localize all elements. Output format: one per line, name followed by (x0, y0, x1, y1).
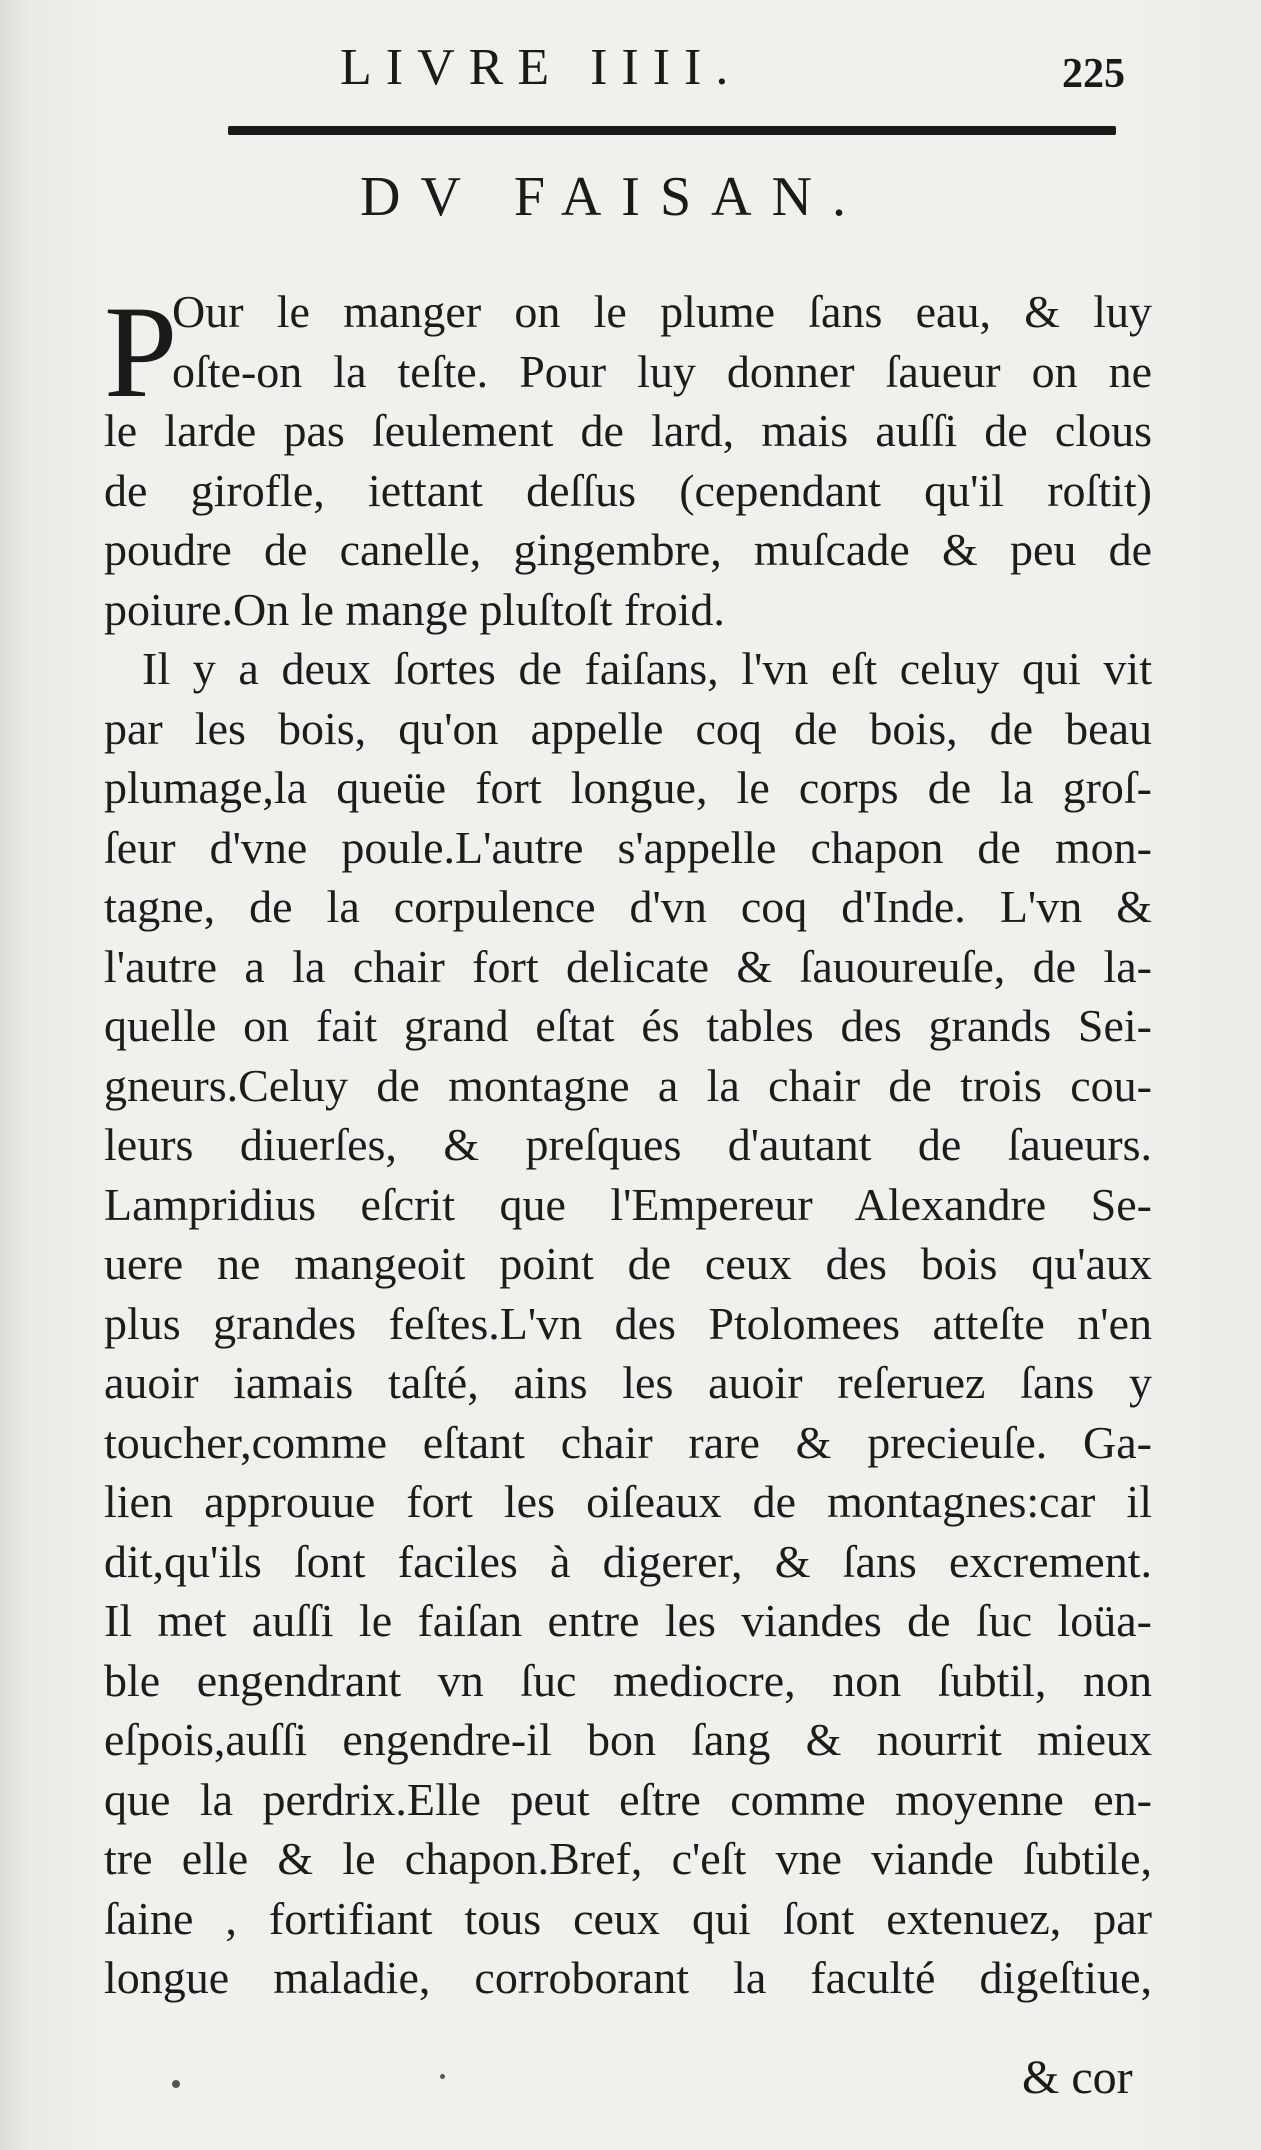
running-head: LIVRE IIII. (340, 39, 743, 96)
text-line: tre elle & le chapon.Bref, c'eſt vne viande ſubtile, (104, 1833, 1152, 1884)
text-line: quelle on fait grand eſtat és tables des grands Sei- (104, 1000, 1152, 1051)
drop-cap: P (104, 278, 178, 425)
text-line: lien approuue fort les oiſeaux de montagnes:car il (104, 1476, 1152, 1527)
text-line: de girofle, iettant deſſus (cependant qu'il roſtit) (104, 464, 1152, 516)
text-line: ble engendrant vn ſuc mediocre, non ſubtil, non (104, 1654, 1152, 1706)
text-line: ſaine , fortifiant tous ceux qui ſont extenuez, par (104, 1892, 1152, 1944)
text-line: Lampridius eſcrit que l'Empereur Alexandre Se- (104, 1178, 1152, 1230)
text-line: poiure.On le mange pluſtoſt froid. (104, 583, 725, 635)
body-text (104, 278, 1152, 2008)
text-line: gneurs.Celuy de montagne a la chair de trois cou- (104, 1059, 1152, 1111)
text-line: que la perdrix.Elle peut eſtre comme moyenne en- (104, 1773, 1152, 1825)
header-rule (228, 126, 1116, 135)
ink-speck (440, 2074, 445, 2079)
text-line: uere ne mangeoit point de ceux des bois qu'aux (104, 1238, 1152, 1289)
text-line: plumage,la queüe fort longue, le corps de la groſ- (104, 762, 1152, 813)
text-line: le larde pas ſeulement de lard, mais auſſi de clous (104, 405, 1152, 456)
text-line: ſeur d'vne poule.L'autre s'appelle chapon de mon- (104, 821, 1152, 873)
text-line: poudre de canelle, gingembre, muſcade & peu de (104, 524, 1152, 575)
text-line: leurs diuerſes, & preſques d'autant de ſaueurs. (104, 1119, 1152, 1170)
ink-speck (172, 2080, 180, 2088)
text-line: Our le manger on le plume ſans eau, & luy (172, 286, 1152, 337)
text-line: eſpois,auſſi engendre-il bon ſang & nourrit mieux (104, 1714, 1152, 1765)
page-number: 225 (1062, 51, 1125, 97)
section-title: DV FAISAN. (360, 166, 866, 228)
text-line: Il met auſſi le faiſan entre les viandes de ſuc loüa- (104, 1595, 1152, 1646)
text-line: plus grandes feſtes.L'vn des Ptolomees atteſte n'en (104, 1297, 1152, 1349)
text-line: Il y a deux ſortes de faiſans, l'vn eſt celuy qui vit (142, 643, 1152, 694)
text-line: par les bois, qu'on appelle coq de bois, de beau (104, 702, 1152, 754)
text-line: auoir iamais taſté, ains les auoir reſeruez ſans y (104, 1357, 1152, 1408)
text-line: l'autre a la chair fort delicate & ſauoureuſe, de la- (104, 940, 1152, 992)
text-line: toucher,comme eſtant chair rare & precieuſe. Ga- (104, 1416, 1152, 1468)
text-line: oſte-on la teſte. Pour luy donner ſaueur on ne (172, 345, 1152, 397)
text-line: longue maladie, corroborant la faculté digeſtiue, (104, 1952, 1152, 2003)
catchword: & cor (1022, 2051, 1133, 2104)
text-line: dit,qu'ils ſont faciles à digerer, & ſans excrement. (104, 1535, 1152, 1587)
text-line: tagne, de la corpulence d'vn coq d'Inde. L'vn & (104, 881, 1152, 932)
